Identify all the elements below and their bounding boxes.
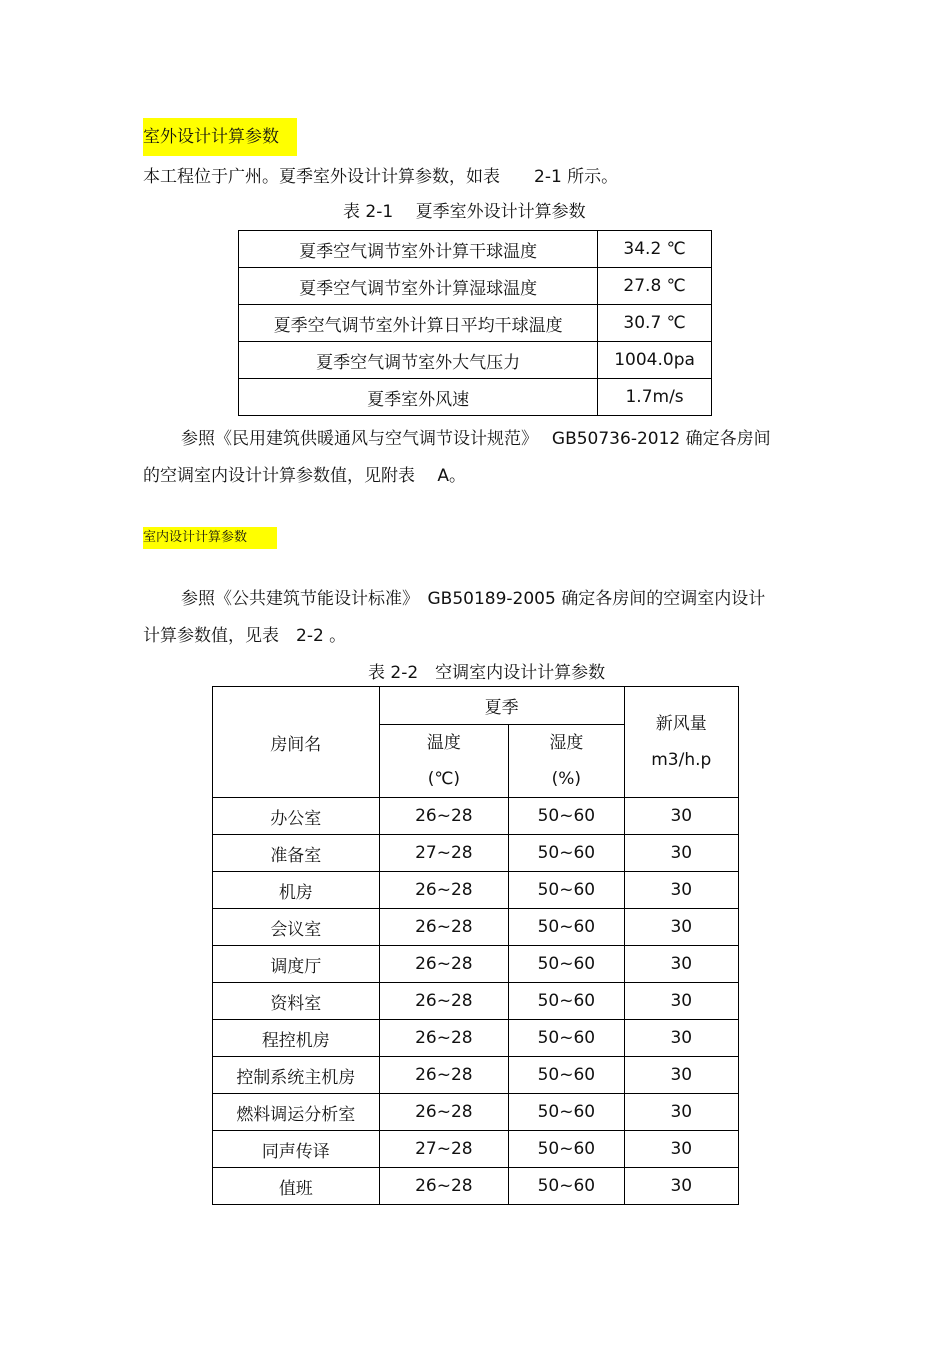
humidity-unit: (%) bbox=[551, 769, 582, 789]
room-humidity: 50~60 bbox=[509, 835, 624, 872]
param-label: 夏季空气调节室外大气压力 bbox=[239, 342, 598, 379]
temp-label: 温度 bbox=[426, 733, 461, 753]
table-row bbox=[213, 1131, 739, 1168]
room-name: 调度厅 bbox=[213, 946, 380, 983]
room-temp: 26~28 bbox=[379, 946, 508, 983]
room-name: 值班 bbox=[213, 1168, 380, 1205]
room-temp: 26~28 bbox=[379, 1020, 508, 1057]
room-fresh-air: 30 bbox=[624, 1168, 738, 1205]
param-value: 27.8 ℃ bbox=[598, 268, 712, 305]
room-fresh-air: 30 bbox=[624, 872, 738, 909]
room-humidity: 50~60 bbox=[509, 872, 624, 909]
param-label: 夏季空气调节室外计算干球温度 bbox=[239, 231, 598, 268]
room-fresh-air: 30 bbox=[624, 946, 738, 983]
room-temp: 26~28 bbox=[379, 1094, 508, 1131]
humidity-label: 湿度 bbox=[549, 733, 584, 753]
section-heading-outdoor: 室外设计计算参数 bbox=[143, 118, 297, 156]
room-temp: 26~28 bbox=[379, 872, 508, 909]
table-2-1-caption: 表 2-1 夏季室外设计计算参数 bbox=[343, 202, 586, 222]
table-row bbox=[213, 909, 739, 946]
room-humidity: 50~60 bbox=[509, 946, 624, 983]
room-humidity: 50~60 bbox=[509, 1057, 624, 1094]
param-label: 夏季空气调节室外计算日平均干球温度 bbox=[239, 305, 598, 342]
table-row bbox=[213, 1168, 739, 1205]
room-temp: 26~28 bbox=[379, 1168, 508, 1205]
room-fresh-air: 30 bbox=[624, 983, 738, 1020]
room-temp: 26~28 bbox=[379, 1057, 508, 1094]
indoor-intro-line1: 参照《公共建筑节能设计标准》 GB50189-2005 确定各房间的空调室内设计 bbox=[181, 589, 766, 609]
param-label: 夏季空气调节室外计算湿球温度 bbox=[239, 268, 598, 305]
room-fresh-air: 30 bbox=[624, 1020, 738, 1057]
table-header-row bbox=[213, 687, 739, 725]
room-humidity: 50~60 bbox=[509, 983, 624, 1020]
room-name: 燃料调运分析室 bbox=[213, 1094, 380, 1131]
header-summer: 夏季 bbox=[379, 687, 624, 725]
room-temp: 26~28 bbox=[379, 983, 508, 1020]
room-temp: 26~28 bbox=[379, 798, 508, 835]
room-name: 会议室 bbox=[213, 909, 380, 946]
outdoor-note-line2: 的空调室内设计计算参数值，见附表 A。 bbox=[143, 466, 467, 486]
table-row bbox=[213, 835, 739, 872]
param-value: 30.7 ℃ bbox=[598, 305, 712, 342]
outdoor-params-table bbox=[238, 230, 712, 416]
room-fresh-air: 30 bbox=[624, 1057, 738, 1094]
outdoor-note-line1: 参照《民用建筑供暖通风与空气调节设计规范》 GB50736-2012 确定各房间 bbox=[181, 429, 771, 449]
room-name: 程控机房 bbox=[213, 1020, 380, 1057]
table-row bbox=[239, 342, 712, 379]
room-humidity: 50~60 bbox=[509, 909, 624, 946]
room-fresh-air: 30 bbox=[624, 909, 738, 946]
room-name: 资料室 bbox=[213, 983, 380, 1020]
table-row bbox=[239, 305, 712, 342]
fresh-air-label: 新风量 bbox=[655, 714, 707, 734]
room-humidity: 50~60 bbox=[509, 1020, 624, 1057]
table-row bbox=[213, 872, 739, 909]
param-value: 34.2 ℃ bbox=[598, 231, 712, 268]
table-row bbox=[213, 1020, 739, 1057]
header-fresh-air bbox=[624, 687, 738, 798]
header-humidity bbox=[509, 725, 624, 798]
room-temp: 27~28 bbox=[379, 1131, 508, 1168]
table-row bbox=[213, 798, 739, 835]
room-humidity: 50~60 bbox=[509, 798, 624, 835]
room-fresh-air: 30 bbox=[624, 835, 738, 872]
table-row bbox=[213, 983, 739, 1020]
room-humidity: 50~60 bbox=[509, 1094, 624, 1131]
param-value: 1004.0pa bbox=[598, 342, 712, 379]
header-temp bbox=[379, 725, 508, 798]
table-row bbox=[213, 1057, 739, 1094]
room-fresh-air: 30 bbox=[624, 1131, 738, 1168]
table-row bbox=[213, 1094, 739, 1131]
indoor-params-table bbox=[212, 686, 739, 1205]
table-row bbox=[213, 946, 739, 983]
outdoor-intro: 本工程位于广州。夏季室外设计计算参数，如表 2-1 所示。 bbox=[143, 167, 619, 187]
section-heading-indoor: 室内设计计算参数 bbox=[143, 527, 277, 549]
room-fresh-air: 30 bbox=[624, 798, 738, 835]
param-label: 夏季室外风速 bbox=[239, 379, 598, 416]
room-temp: 26~28 bbox=[379, 909, 508, 946]
room-name: 控制系统主机房 bbox=[213, 1057, 380, 1094]
room-name: 机房 bbox=[213, 872, 380, 909]
indoor-intro-line2: 计算参数值，见表 2-2 。 bbox=[143, 626, 347, 646]
temp-unit: (℃) bbox=[427, 769, 461, 789]
room-humidity: 50~60 bbox=[509, 1168, 624, 1205]
table-2-2-caption: 表 2-2 空调室内设计计算参数 bbox=[368, 663, 606, 683]
room-name: 准备室 bbox=[213, 835, 380, 872]
table-row bbox=[239, 379, 712, 416]
table-row bbox=[239, 268, 712, 305]
room-temp: 27~28 bbox=[379, 835, 508, 872]
header-room: 房间名 bbox=[213, 687, 380, 798]
room-name: 同声传译 bbox=[213, 1131, 380, 1168]
room-humidity: 50~60 bbox=[509, 1131, 624, 1168]
param-value: 1.7m/s bbox=[598, 379, 712, 416]
table-row bbox=[239, 231, 712, 268]
room-name: 办公室 bbox=[213, 798, 380, 835]
fresh-air-unit: m3/h.p bbox=[651, 750, 712, 770]
room-fresh-air: 30 bbox=[624, 1094, 738, 1131]
